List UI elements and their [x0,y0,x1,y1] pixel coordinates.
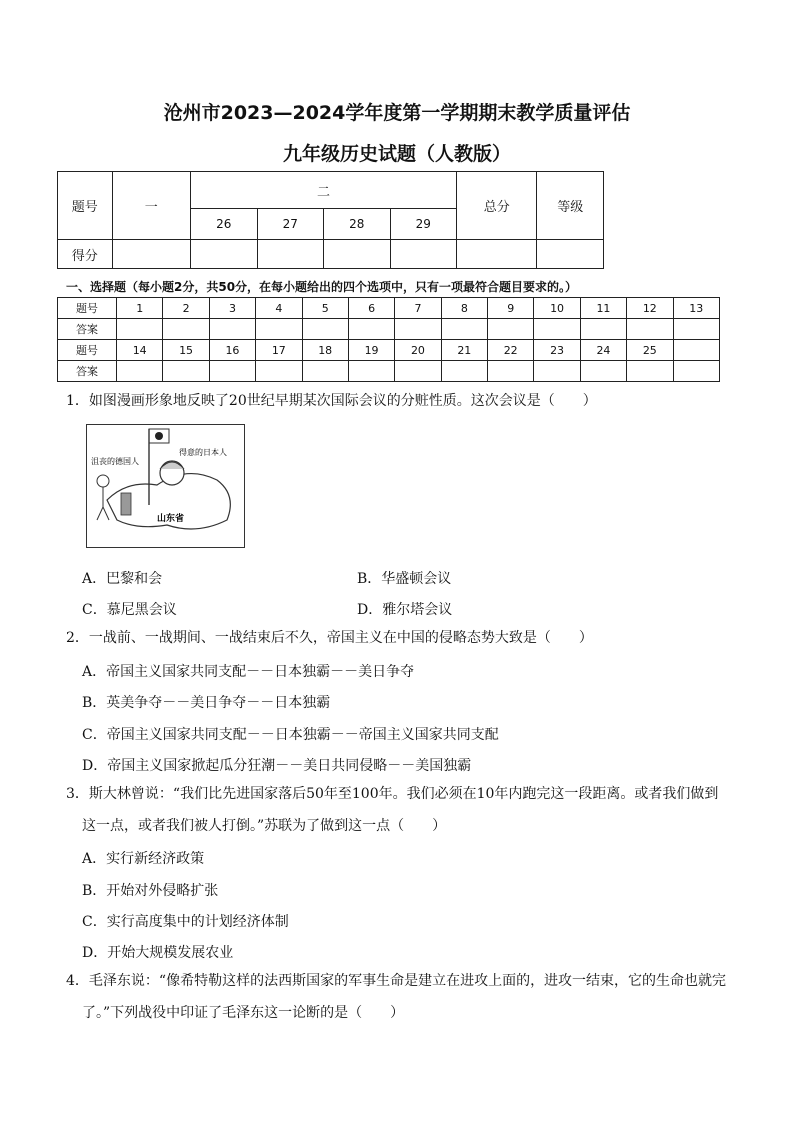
answer-cell[interactable] [302,319,348,340]
question-4-stem-line1: 4．毛泽东说：“像希特勒这样的法西斯国家的军事生命是建立在进攻上面的，进攻一结束，它的生命也就完 [66,973,727,989]
question-4-stem-text: 了。”下列战役中印证了毛泽东这一论断的是（ ） [82,1005,405,1021]
question-3-stem-line1: 3．斯大林曾说：“我们比先进国家落后50年至100年。我们必须在10年内跑完这一段距离。或者我们做到 [66,786,719,802]
question-1-cartoon [86,424,245,548]
answer-cell[interactable] [441,319,487,340]
answer-question-number: 8 [441,298,487,319]
question-1-option-d[interactable]: D．雅尔塔会议 [357,602,453,618]
score-header-one: 一 [112,172,190,240]
question-2-stem: 2．一战前、一战期间、一战结束后不久，帝国主义在中国的侵略态势大致是（ ） [66,630,593,646]
score-header-total: 总分 [457,172,537,240]
question-1-option-b[interactable]: B．华盛顿会议 [357,571,452,587]
answer-cell[interactable] [256,319,302,340]
answer-question-number: 9 [488,298,534,319]
question-1-option-a[interactable]: A．巴黎和会 [82,571,163,587]
answer-cell[interactable] [580,319,626,340]
answer-question-number: 24 [580,340,626,361]
answer-question-number: 4 [256,298,302,319]
question-3-option-d[interactable]: D．开始大规模发展农业 [82,945,234,961]
answer-question-number: 2 [163,298,209,319]
answer-label-num: 题号 [58,298,117,319]
answer-cell[interactable] [209,361,255,382]
answer-question-number: 18 [302,340,348,361]
answer-cell[interactable] [395,361,441,382]
answer-cell[interactable] [117,361,163,382]
answer-cell[interactable] [534,319,580,340]
answer-question-number [673,340,720,361]
question-4-stem-line2 [66,998,736,1029]
answer-question-number: 7 [395,298,441,319]
answer-cell[interactable] [673,361,720,382]
answer-question-number: 10 [534,298,580,319]
score-cell[interactable] [537,240,604,269]
question-1-option-c[interactable]: C．慕尼黑会议 [82,602,177,618]
score-header-two: 二 [191,172,457,209]
answer-question-number: 21 [441,340,487,361]
cartoon-label-province: 山东省 [157,514,185,524]
score-sub-26: 26 [191,209,258,240]
answer-cell[interactable] [256,361,302,382]
question-3-option-a[interactable]: A．实行新经济政策 [82,851,205,867]
answer-label-num: 题号 [58,340,117,361]
answer-question-number: 14 [117,340,163,361]
answer-question-number: 11 [580,298,626,319]
answer-question-number: 16 [209,340,255,361]
answer-cell[interactable] [302,361,348,382]
score-header-tihao: 题号 [58,172,113,240]
answer-question-number: 13 [673,298,720,319]
answer-cell[interactable] [580,361,626,382]
question-3-option-b[interactable]: B．开始对外侵略扩张 [82,883,219,899]
answer-cell[interactable] [534,361,580,382]
question-3-stem-text: 这一点，或者我们被人打倒。”苏联为了做到这一点（ ） [82,818,447,834]
answer-cell[interactable] [441,361,487,382]
score-cell[interactable] [390,240,457,269]
score-cell[interactable] [257,240,324,269]
question-2-option-a[interactable]: A．帝国主义国家共同支配－－日本独霸－－美日争夺 [82,664,415,680]
section-choice-heading: 一、选择题（每小题2分，共50分，在每小题给出的四个选项中，只有一项最符合题目要求的。） [66,280,578,294]
answer-cell[interactable] [163,361,209,382]
answer-cell[interactable] [627,361,673,382]
answer-cell[interactable] [348,319,394,340]
answer-table [57,297,720,382]
answer-question-number: 6 [348,298,394,319]
answer-cell[interactable] [117,319,163,340]
answer-question-number: 17 [256,340,302,361]
answer-cell[interactable] [348,361,394,382]
answer-question-number: 12 [627,298,673,319]
answer-cell[interactable] [488,361,534,382]
answer-question-number: 25 [627,340,673,361]
answer-cell[interactable] [673,319,720,340]
answer-question-number: 19 [348,340,394,361]
answer-cell[interactable] [163,319,209,340]
answer-question-number: 5 [302,298,348,319]
cartoon-drawing [87,425,244,547]
answer-question-number: 1 [117,298,163,319]
answer-cell[interactable] [627,319,673,340]
score-sub-28: 28 [324,209,391,240]
answer-label-ans: 答案 [58,319,117,340]
answer-cell[interactable] [395,319,441,340]
answer-label-ans: 答案 [58,361,117,382]
score-table [57,171,604,269]
answer-question-number: 15 [163,340,209,361]
answer-question-number: 3 [209,298,255,319]
score-header-grade: 等级 [537,172,604,240]
answer-cell[interactable] [209,319,255,340]
exam-subtitle: 九年级历史试题（人教版） [282,143,511,165]
cartoon-label-japanese: 得意的日本人 [179,448,227,457]
score-cell[interactable] [191,240,258,269]
question-2-option-d[interactable]: D．帝国主义国家掀起瓜分狂潮－－美日共同侵略－－美国独霸 [82,758,472,774]
score-sub-27: 27 [257,209,324,240]
score-row-defen: 得分 [58,240,113,269]
question-1-stem: 1．如图漫画形象地反映了20世纪早期某次国际会议的分赃性质。这次会议是（ ） [66,393,597,409]
score-cell[interactable] [112,240,190,269]
score-cell[interactable] [324,240,391,269]
answer-question-number: 20 [395,340,441,361]
score-cell[interactable] [457,240,537,269]
answer-question-number: 23 [534,340,580,361]
exam-title: 沧州市2023—2024学年度第一学期期末教学质量评估 [163,102,631,124]
question-3-stem-line2 [66,811,736,842]
question-3-option-c[interactable]: C．实行高度集中的计划经济体制 [82,914,289,930]
cartoon-label-german: 沮丧的德国人 [91,457,139,466]
question-2-option-c[interactable]: C．帝国主义国家共同支配－－日本独霸－－帝国主义国家共同支配 [82,727,499,743]
answer-question-number: 22 [488,340,534,361]
answer-cell[interactable] [488,319,534,340]
question-2-option-b[interactable]: B．英美争夺－－美日争夺－－日本独霸 [82,695,331,711]
score-sub-29: 29 [390,209,457,240]
